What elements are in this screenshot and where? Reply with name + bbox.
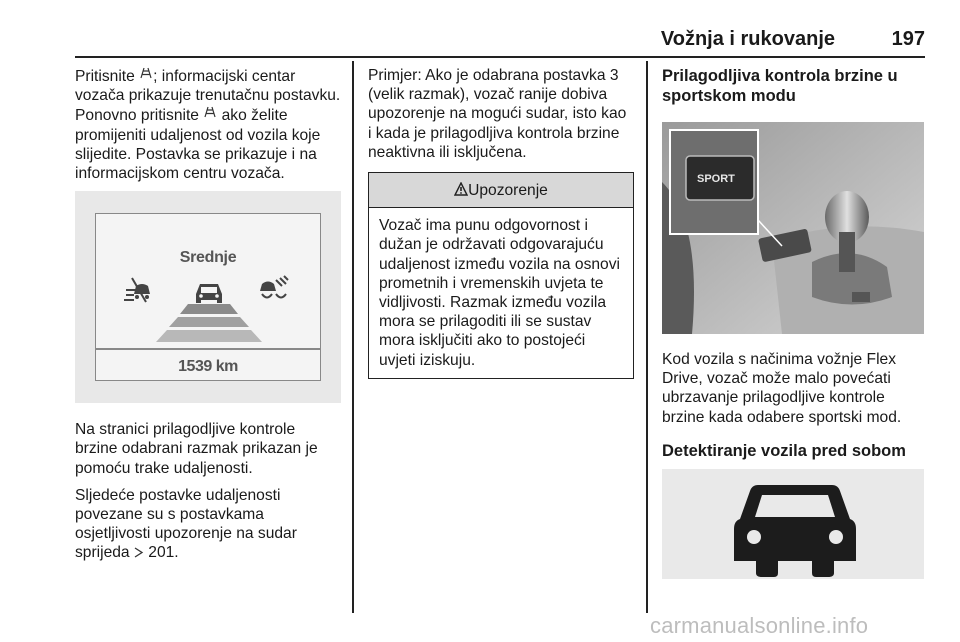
warning-box (368, 172, 634, 379)
chapter-title: Vožnja i rukovanje (660, 28, 835, 50)
warning-triangle-icon (454, 182, 468, 196)
watermark: carmanualsonline.info (650, 613, 869, 638)
adaptive-cruise-off-icon (120, 276, 154, 304)
distance-button-icon (139, 66, 153, 86)
section-heading-sport-mode: Prilagodljiva kontrola brzine u sportskom modu (662, 67, 898, 105)
gap-setting-label: Srednje (179, 249, 237, 267)
section-heading-vehicle-detection: Detektiranje vozila pred sobom (662, 441, 906, 460)
odometer-readout: 1539 km (178, 358, 238, 376)
column-1 (75, 66, 341, 571)
page-number: 197 (891, 28, 925, 50)
distance-bar-graphic (148, 304, 270, 342)
warning-text: Vozač ima punu odgovornost i dužan je održavati odgovarajuću udaljenost između vozila na osnovi prometnih i vremenskih uvjeta te vidljivosti. Razmak između vozila mora se prilagoditi ili se sustav mora isključiti ako to postojeći uvjeti iziskuju. (379, 217, 620, 369)
vehicle-ahead-large-icon (730, 479, 860, 579)
sport-button-label: SPORT (697, 173, 735, 185)
vehicle-ahead-figure (662, 469, 924, 579)
page-reference-arrow-icon (134, 544, 144, 561)
header-rule (75, 56, 925, 58)
paragraph-example: Primjer: Ako je odabrana postavka 3 (velik razmak), vozač ranije dobiva upozorenje na mogući sudar, isto kao i kada je prilagodljiva kontrola brzine neaktivna ili isključena. (368, 67, 627, 161)
paragraph-sport-mode: Kod vozila s načinima vožnje Flex Drive, vozač može malo povećati ubrzavanje prilagodljive kontrole brzine kada odabere sportski mod. (662, 351, 902, 426)
warning-header (369, 173, 633, 208)
column-2 (368, 66, 634, 379)
display-divider (96, 348, 320, 350)
paragraph-distance-settings: Sljedeće postavke udaljenosti povezane su s postavkama osjetljivosti upozorenje na sudar sprijeda 201. (75, 486, 297, 562)
column-3 (662, 66, 928, 579)
gear-shifter-illustration (662, 122, 924, 334)
collision-alert-icon (258, 274, 292, 304)
driver-info-figure (75, 191, 341, 403)
distance-button-icon (203, 105, 217, 125)
column-divider-1 (352, 61, 354, 613)
sport-button-photo (662, 122, 924, 334)
driver-info-display (95, 213, 321, 381)
page-reference-link[interactable]: 201. (143, 544, 179, 562)
warning-title: Upozorenje (468, 182, 548, 200)
column-divider-2 (646, 61, 648, 613)
paragraph-button-instructions: Pritisnite ; informacijski centar vozača prikazuje trenutačnu postavku. Ponovno pritisnite ako želite promijeniti udaljenost od vozila koje slijedite. Postavka se prikazuje i na informacijskom centru vozača. (75, 68, 341, 183)
paragraph-distance-bar: Na stranici prilagodljive kontrole brzine odabrani razmak prikazan je pomoću trake udaljenosti. (75, 421, 318, 477)
page-header (75, 22, 925, 52)
